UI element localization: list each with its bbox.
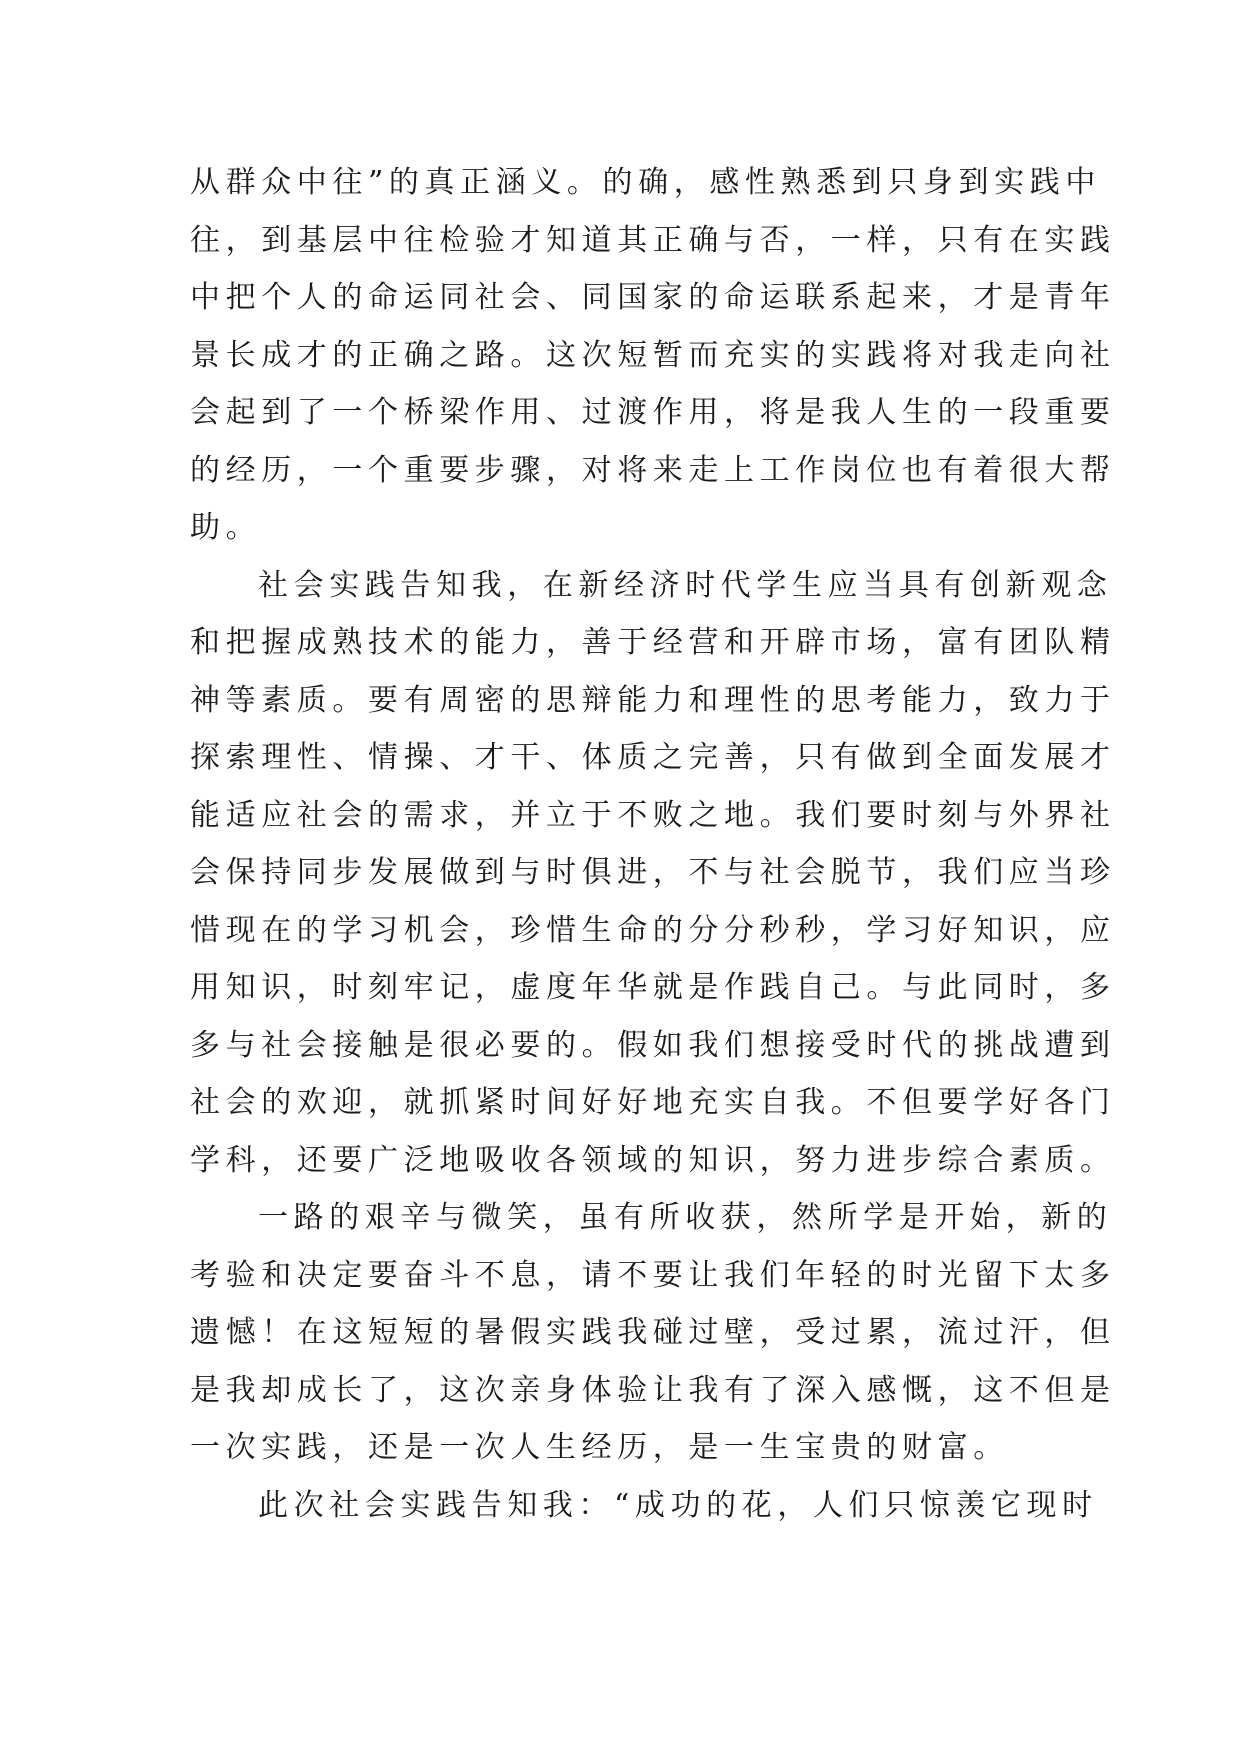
text-line: 考验和决定要奋斗不息，请不要让我们年轻的时光留下太多 (190, 1257, 1116, 1293)
text-line: 神等素质。要有周密的思辩能力和理性的思考能力，致力于 (190, 682, 1116, 718)
text-line: 是我却成长了，这次亲身体验让我有了深入感慨，这不但是 (190, 1372, 1116, 1408)
text-line: 和把握成熟技术的能力，善于经营和开辟市场，富有团队精 (190, 625, 1116, 660)
text-line: 一路的艰辛与微笑，虽有所收获，然所学是开始，新的 (258, 1200, 1113, 1235)
text-line: 用知识，时刻牢记，虚度年华就是作践自己。与此同时，多 (190, 970, 1116, 1005)
text-line: 此次社会实践告知我：“成功的花，人们只惊羡它现时 (258, 1487, 1098, 1523)
text-line: 探索理性、情操、才干、体质之完善，只有做到全面发展才 (190, 740, 1116, 775)
text-line: 助。 (190, 510, 262, 545)
text-line: 往，到基层中往检验才知道其正确与否，一样，只有在实践 (190, 222, 1116, 258)
text-line: 多与社会接触是很必要的。假如我们想接受时代的挑战遭到 (190, 1027, 1116, 1063)
text-line: 惜现在的学习机会，珍惜生命的分分秒秒，学习好知识，应 (190, 912, 1116, 948)
text-line: 一次实践，还是一次人生经历，是一生宝贵的财富。 (190, 1430, 1009, 1465)
text-line: 学科，还要广泛地吸收各领域的知识，努力进步综合素质。 (190, 1142, 1116, 1178)
text-line: 会保持同步发展做到与时俱进，不与社会脱节，我们应当珍 (190, 855, 1116, 890)
text-line: 遗憾！在这短短的暑假实践我碰过壁，受过累，流过汗，但 (190, 1315, 1116, 1350)
text-line: 中把个人的命运同社会、同国家的命运联系起来，才是青年 (190, 280, 1116, 315)
body-text (190, 154, 1116, 1534)
text-line: 社会的欢迎，就抓紧时间好好地充实自我。不但要学好各门 (190, 1085, 1116, 1120)
text-line: 景长成才的正确之路。这次短暂而充实的实践将对我走向社 (190, 337, 1116, 373)
text-line: 能适应社会的需求，并立于不败之地。我们要时刻与外界社 (190, 797, 1116, 833)
text-line: 的经历，一个重要步骤，对将来走上工作岗位也有着很大帮 (190, 452, 1116, 488)
text-line: 会起到了一个桥梁作用、过渡作用，将是我人生的一段重要 (190, 395, 1116, 430)
text-line: 社会实践告知我，在新经济时代学生应当具有创新观念 (258, 567, 1113, 603)
text-line: 从群众中往”的真正涵义。的确，感性熟悉到只身到实践中 (190, 165, 1101, 200)
